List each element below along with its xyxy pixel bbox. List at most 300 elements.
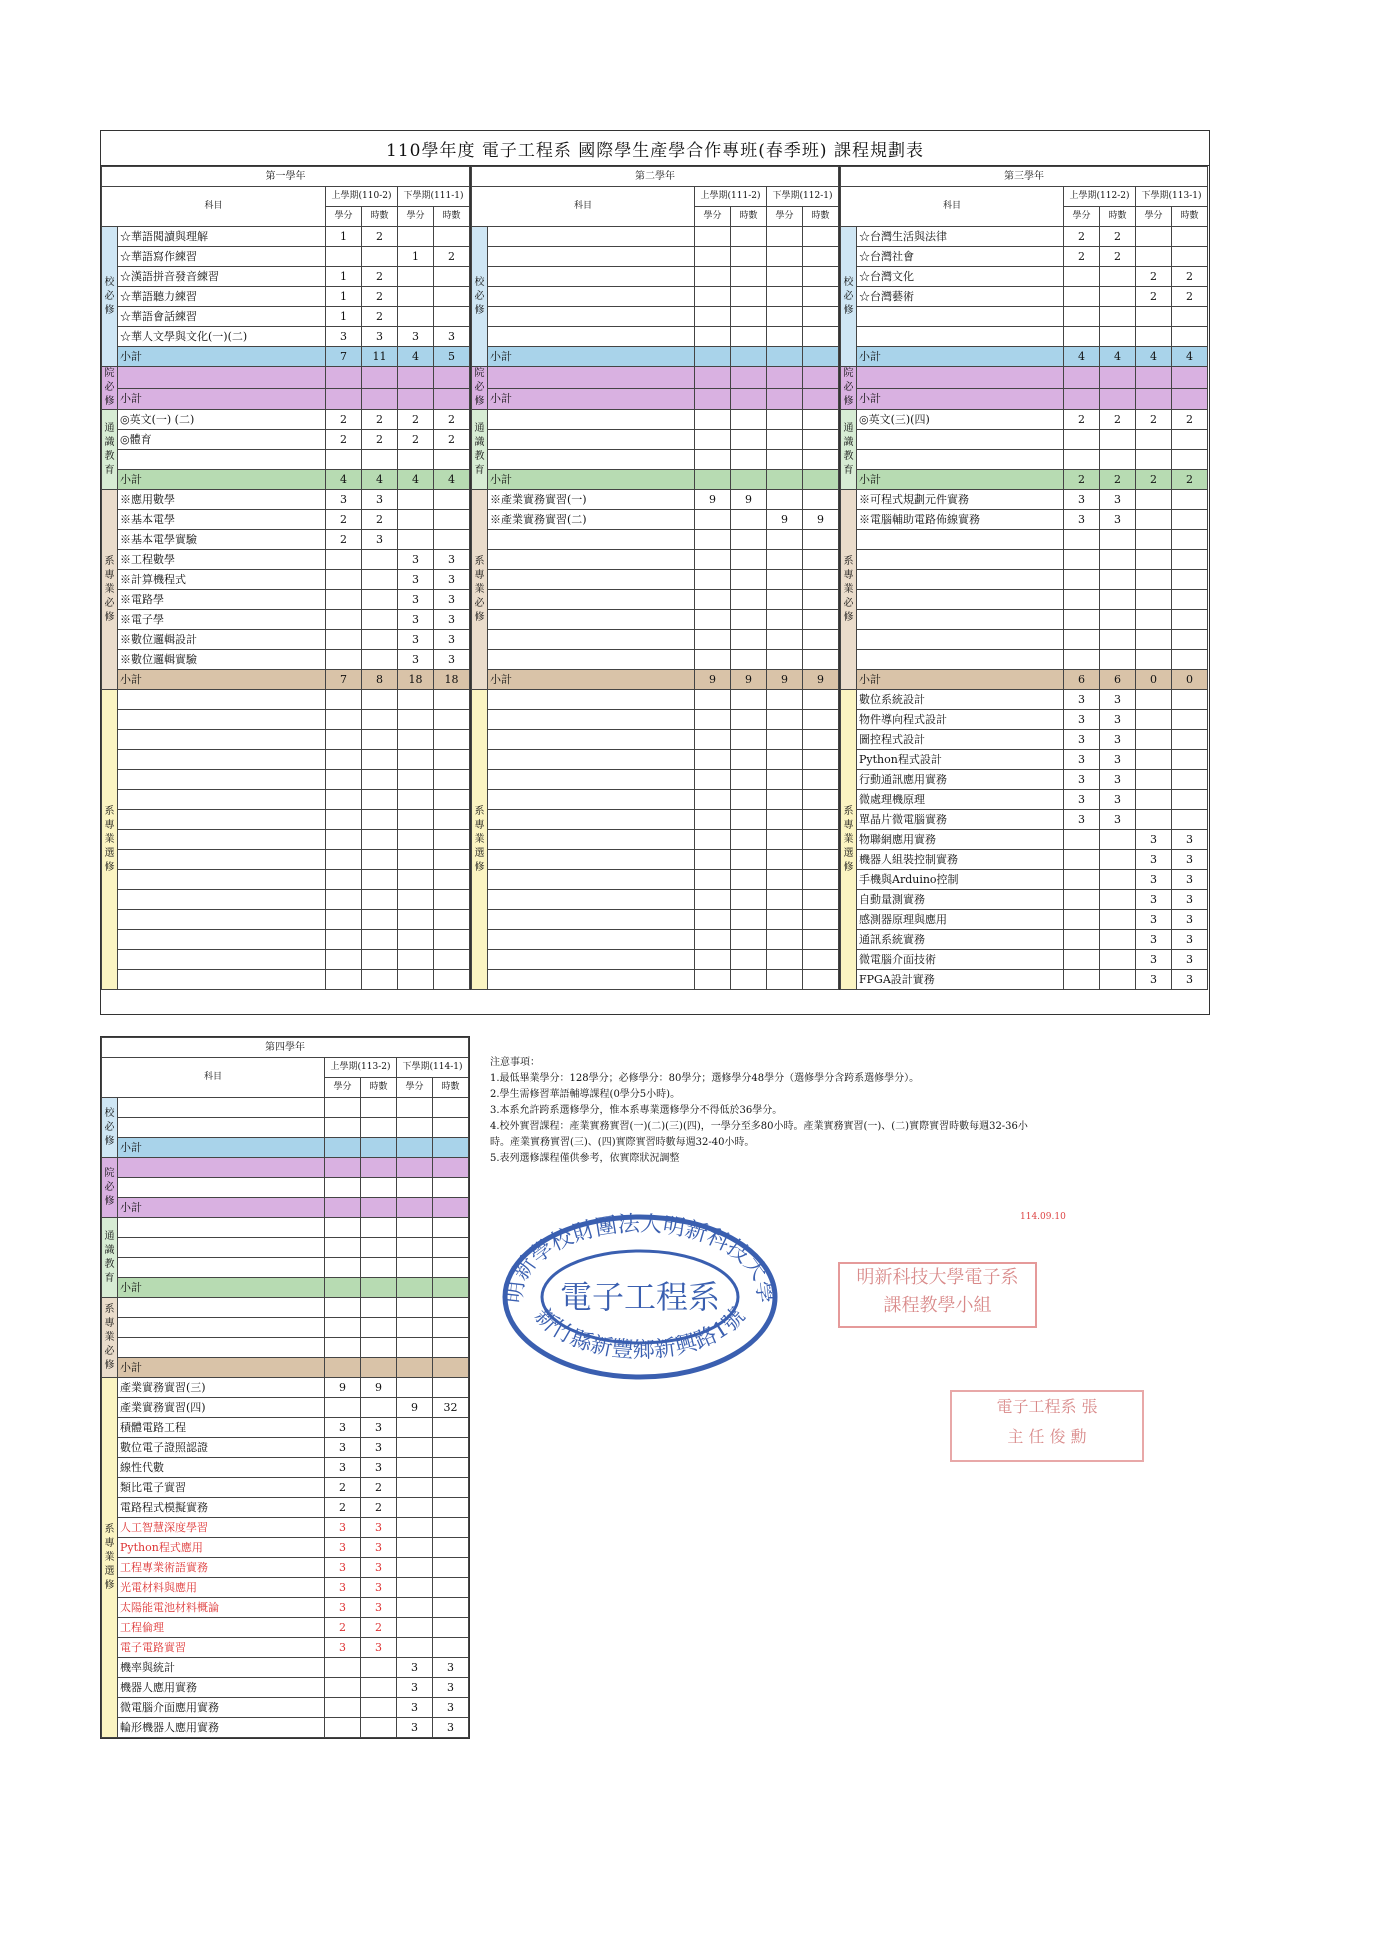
course-value — [397, 1478, 433, 1498]
category-label: 校必修 — [472, 227, 488, 367]
course-value — [361, 1698, 397, 1718]
table-row — [102, 970, 470, 990]
course-value — [433, 1318, 469, 1338]
table-row — [102, 1378, 469, 1398]
course-value — [326, 810, 362, 830]
course-value — [1064, 307, 1100, 327]
course-name: ※應用數學 — [118, 490, 326, 510]
course-value — [803, 287, 839, 307]
course-value: 3 — [434, 610, 470, 630]
course-value: 9 — [695, 490, 731, 510]
course-value — [434, 850, 470, 870]
course-value — [1100, 830, 1136, 850]
course-value — [1064, 327, 1100, 347]
table-row — [102, 1718, 469, 1738]
subtotal-label: 小計 — [857, 670, 1064, 690]
table-row — [102, 1398, 469, 1418]
subtotal-row — [841, 388, 1208, 410]
course-name: 工程倫理 — [118, 1618, 325, 1638]
table-row — [102, 910, 470, 930]
course-value — [731, 930, 767, 950]
course-value — [1172, 810, 1208, 830]
course-value — [1064, 267, 1100, 287]
table-row — [102, 1478, 469, 1498]
course-name: ※電路學 — [118, 590, 326, 610]
table-row — [102, 770, 470, 790]
course-value: 3 — [434, 630, 470, 650]
course-name — [118, 730, 326, 750]
course-value — [325, 1698, 361, 1718]
course-value — [433, 1098, 469, 1118]
course-value: 3 — [325, 1538, 361, 1558]
course-value — [767, 850, 803, 870]
course-value: 3 — [1136, 890, 1172, 910]
course-value — [362, 810, 398, 830]
course-value — [767, 790, 803, 810]
subtotal-value: 8 — [362, 670, 398, 690]
table-row — [102, 1158, 469, 1178]
course-value — [326, 770, 362, 790]
course-value — [1064, 450, 1100, 470]
subtotal-row — [472, 670, 839, 690]
course-value — [433, 1438, 469, 1458]
subtotal-value: 4 — [1136, 347, 1172, 367]
course-name: 物聯網應用實務 — [857, 830, 1064, 850]
subtotal-value — [767, 347, 803, 367]
course-name — [488, 450, 695, 470]
course-value: 2 — [362, 307, 398, 327]
subtotal-value: 9 — [695, 670, 731, 690]
course-value — [1136, 530, 1172, 550]
course-value: 2 — [398, 410, 434, 430]
course-value: 2 — [361, 1498, 397, 1518]
subtotal-row — [102, 1198, 469, 1218]
course-name: FPGA設計實務 — [857, 970, 1064, 990]
course-value: 2 — [361, 1478, 397, 1498]
course-value — [398, 850, 434, 870]
course-value — [434, 870, 470, 890]
course-value — [398, 810, 434, 830]
course-value: 3 — [325, 1558, 361, 1578]
course-value — [1136, 630, 1172, 650]
course-value: 3 — [397, 1678, 433, 1698]
course-value — [362, 850, 398, 870]
course-value — [731, 287, 767, 307]
course-value: 3 — [361, 1418, 397, 1438]
course-name: ☆台灣社會 — [857, 247, 1064, 267]
course-value: 2 — [398, 430, 434, 450]
course-value — [1064, 870, 1100, 890]
course-value — [1136, 450, 1172, 470]
subtotal-row — [102, 470, 470, 490]
category-label: 系專業必修 — [841, 490, 857, 690]
table-row — [841, 510, 1208, 530]
course-name — [118, 690, 326, 710]
course-value — [695, 267, 731, 287]
course-value — [1172, 430, 1208, 450]
course-value — [434, 930, 470, 950]
course-value — [1064, 287, 1100, 307]
course-name — [118, 870, 326, 890]
course-value — [326, 750, 362, 770]
table-row — [102, 1178, 469, 1198]
subtotal-value — [397, 1278, 433, 1298]
course-name: ☆華語寫作練習 — [118, 247, 326, 267]
subtotal-value: 4 — [398, 470, 434, 490]
subtotal-value — [326, 388, 362, 410]
course-value — [1136, 367, 1172, 389]
course-value — [433, 1518, 469, 1538]
table-row — [102, 930, 470, 950]
course-value — [1064, 850, 1100, 870]
course-value — [1064, 890, 1100, 910]
course-value — [326, 970, 362, 990]
course-name — [488, 930, 695, 950]
table-row — [102, 750, 470, 770]
course-value — [803, 850, 839, 870]
course-value — [362, 247, 398, 267]
table-row — [102, 790, 470, 810]
table-row — [102, 1458, 469, 1478]
subtotal-value: 4 — [1172, 347, 1208, 367]
course-value — [325, 1258, 361, 1278]
course-value — [398, 950, 434, 970]
category-label: 系專業選修 — [472, 690, 488, 990]
course-name — [118, 1178, 325, 1198]
subtotal-value — [361, 1198, 397, 1218]
course-value — [326, 730, 362, 750]
subtotal-label: 小計 — [118, 470, 326, 490]
course-name — [118, 710, 326, 730]
course-value: 3 — [325, 1518, 361, 1538]
course-value — [767, 650, 803, 670]
course-name: 通訊系統實務 — [857, 930, 1064, 950]
course-value — [731, 530, 767, 550]
course-value: 2 — [1136, 287, 1172, 307]
course-value — [434, 830, 470, 850]
course-value: 2 — [362, 267, 398, 287]
table-row — [841, 450, 1208, 470]
course-name: ※工程數學 — [118, 550, 326, 570]
course-value — [767, 870, 803, 890]
course-value — [325, 1398, 361, 1418]
course-value: 3 — [1172, 870, 1208, 890]
table-row — [472, 730, 839, 750]
subtotal-value — [325, 1278, 361, 1298]
course-name — [118, 950, 326, 970]
course-value — [397, 1298, 433, 1318]
course-value — [695, 307, 731, 327]
table-row — [102, 730, 470, 750]
subtotal-value — [397, 1198, 433, 1218]
subtotal-value — [433, 1198, 469, 1218]
course-name — [857, 590, 1064, 610]
course-name: 物件導向程式設計 — [857, 710, 1064, 730]
course-value: 3 — [361, 1438, 397, 1458]
course-value — [326, 630, 362, 650]
course-value — [803, 227, 839, 247]
subtotal-value: 7 — [326, 347, 362, 367]
course-value — [1136, 430, 1172, 450]
course-value: 3 — [1064, 730, 1100, 750]
subtotal-value — [397, 1138, 433, 1158]
table-row — [102, 307, 470, 327]
subtotal-value — [1100, 388, 1136, 410]
course-value — [1064, 650, 1100, 670]
course-name: 電子電路實習 — [118, 1638, 325, 1658]
course-value: 3 — [362, 490, 398, 510]
course-value: 3 — [361, 1558, 397, 1578]
course-value: 3 — [398, 610, 434, 630]
course-name: 光電材料與應用 — [118, 1578, 325, 1598]
semester2-header: 下學期(113-1) — [1136, 187, 1208, 207]
course-value: 2 — [325, 1618, 361, 1638]
course-value — [1100, 870, 1136, 890]
course-value — [434, 227, 470, 247]
course-value — [695, 530, 731, 550]
subtotal-value: 4 — [1100, 347, 1136, 367]
course-value — [362, 790, 398, 810]
course-value — [362, 367, 398, 389]
course-value: 3 — [362, 327, 398, 347]
course-value — [1064, 570, 1100, 590]
course-name — [857, 307, 1064, 327]
course-value — [361, 1318, 397, 1338]
course-value — [325, 1218, 361, 1238]
table-row — [841, 550, 1208, 570]
course-value — [1064, 830, 1100, 850]
course-name: 線性代數 — [118, 1458, 325, 1478]
table-row — [102, 570, 470, 590]
year3-table — [839, 166, 1208, 990]
table-row — [841, 610, 1208, 630]
course-value — [1100, 650, 1136, 670]
course-value: 3 — [361, 1538, 397, 1558]
course-value — [434, 750, 470, 770]
table-row — [102, 610, 470, 630]
course-value — [362, 830, 398, 850]
course-value — [803, 590, 839, 610]
course-value — [695, 950, 731, 970]
table-row — [102, 710, 470, 730]
course-value — [433, 1578, 469, 1598]
course-value — [803, 410, 839, 430]
course-value — [803, 770, 839, 790]
course-value: 3 — [362, 530, 398, 550]
course-name: ☆台灣藝術 — [857, 287, 1064, 307]
course-value — [1172, 730, 1208, 750]
table-row — [102, 327, 470, 347]
note-line: 3.本系允許跨系選修學分，惟本系專業選修學分不得低於36學分。 — [490, 1105, 783, 1116]
course-name — [857, 367, 1064, 389]
course-value — [397, 1438, 433, 1458]
course-name — [488, 730, 695, 750]
course-value — [362, 950, 398, 970]
table-row — [841, 950, 1208, 970]
course-name: ※產業實務實習(一) — [488, 490, 695, 510]
subtotal-value — [1064, 388, 1100, 410]
course-value — [1064, 430, 1100, 450]
course-value — [1100, 950, 1136, 970]
course-value: 3 — [397, 1718, 433, 1738]
subtotal-label: 小計 — [118, 1138, 325, 1158]
course-value: 3 — [1172, 830, 1208, 850]
table-row — [841, 690, 1208, 710]
course-name — [118, 1318, 325, 1338]
course-value — [695, 227, 731, 247]
course-value: 3 — [326, 327, 362, 347]
table-row — [102, 810, 470, 830]
course-value — [1136, 247, 1172, 267]
subtotal-row — [102, 1358, 469, 1378]
course-value: 3 — [1100, 690, 1136, 710]
course-value — [398, 710, 434, 730]
semester2-header: 下學期(114-1) — [397, 1058, 469, 1078]
subtotal-value: 2 — [1064, 470, 1100, 490]
table-row — [472, 550, 839, 570]
course-value — [361, 1718, 397, 1738]
course-name — [488, 750, 695, 770]
semester1-header: 上學期(111-2) — [695, 187, 767, 207]
table-row — [102, 247, 470, 267]
course-value: 3 — [1172, 970, 1208, 990]
course-name: ☆華語聽力練習 — [118, 287, 326, 307]
course-value — [803, 950, 839, 970]
table-row — [472, 950, 839, 970]
course-name: ※電子學 — [118, 610, 326, 630]
course-value — [397, 1258, 433, 1278]
course-value — [767, 267, 803, 287]
course-value — [325, 1658, 361, 1678]
course-value — [397, 1458, 433, 1478]
course-value — [362, 550, 398, 570]
course-name — [488, 810, 695, 830]
course-value — [1136, 590, 1172, 610]
course-value — [433, 1258, 469, 1278]
course-value: 2 — [1172, 267, 1208, 287]
course-name — [118, 367, 326, 389]
course-value: 2 — [361, 1618, 397, 1638]
course-value — [1064, 550, 1100, 570]
subtotal-value: 4 — [326, 470, 362, 490]
course-value — [767, 630, 803, 650]
course-value — [397, 1338, 433, 1358]
course-value — [1064, 590, 1100, 610]
course-name: ☆華語會話練習 — [118, 307, 326, 327]
course-value: 2 — [1172, 287, 1208, 307]
course-value: 2 — [326, 510, 362, 530]
course-name: 機率與統計 — [118, 1658, 325, 1678]
table-row — [102, 1318, 469, 1338]
subtotal-value — [433, 1138, 469, 1158]
course-value — [398, 227, 434, 247]
course-value: 3 — [433, 1718, 469, 1738]
course-value — [1172, 490, 1208, 510]
table-row — [472, 690, 839, 710]
course-value — [767, 610, 803, 630]
category-label: 通識教育 — [102, 1218, 118, 1298]
course-name — [488, 570, 695, 590]
course-value — [398, 510, 434, 530]
course-name: ※基本電學實驗 — [118, 530, 326, 550]
course-value — [397, 1238, 433, 1258]
course-value — [803, 247, 839, 267]
course-name: 圖控程式設計 — [857, 730, 1064, 750]
course-value — [1136, 790, 1172, 810]
course-value — [803, 810, 839, 830]
course-value — [803, 710, 839, 730]
course-value — [1064, 910, 1100, 930]
note-line: 5.表列選修課程僅供參考，依實際狀況調整 — [490, 1153, 680, 1164]
course-value: 3 — [1172, 850, 1208, 870]
table-row — [841, 770, 1208, 790]
course-name: 數位系統設計 — [857, 690, 1064, 710]
subtotal-value — [434, 388, 470, 410]
subtotal-value: 4 — [1064, 347, 1100, 367]
course-value — [361, 1398, 397, 1418]
note-line: 4.校外實習課程：產業實務實習(一)(二)(三)(四)，一學分至多80小時。產業實務實習(一)、(二)實際實習時數每週32-36小 — [490, 1121, 1028, 1132]
course-value — [326, 950, 362, 970]
table-row — [102, 1618, 469, 1638]
table-row — [472, 410, 839, 430]
course-value — [695, 870, 731, 890]
course-value: 3 — [1136, 950, 1172, 970]
course-name — [118, 750, 326, 770]
course-value — [731, 227, 767, 247]
course-value — [803, 367, 839, 389]
course-value — [767, 490, 803, 510]
course-value: 3 — [398, 590, 434, 610]
subtotal-value — [325, 1198, 361, 1218]
subtotal-row — [102, 1278, 469, 1298]
course-name: 感測器原理與應用 — [857, 910, 1064, 930]
subtotal-label: 小計 — [118, 347, 326, 367]
table-row — [102, 1658, 469, 1678]
course-value — [397, 1318, 433, 1338]
course-value — [397, 1498, 433, 1518]
course-value — [1172, 450, 1208, 470]
course-value: 2 — [362, 510, 398, 530]
course-name: 電路程式模擬實務 — [118, 1498, 325, 1518]
course-value — [731, 410, 767, 430]
subtotal-value — [803, 347, 839, 367]
table-row — [102, 650, 470, 670]
course-name: 產業實務實習(四) — [118, 1398, 325, 1418]
course-value — [325, 1118, 361, 1138]
subtotal-row — [472, 388, 839, 410]
table-row — [102, 287, 470, 307]
course-value: 2 — [326, 530, 362, 550]
course-name — [488, 630, 695, 650]
course-name — [857, 327, 1064, 347]
course-value: 2 — [434, 410, 470, 430]
subject-header: 科目 — [472, 187, 695, 227]
table-row — [841, 830, 1208, 850]
credit-header: 學分 — [1064, 207, 1100, 227]
course-value: 3 — [325, 1438, 361, 1458]
subtotal-label: 小計 — [488, 670, 695, 690]
course-value — [803, 790, 839, 810]
course-value: 2 — [362, 430, 398, 450]
course-value — [361, 1098, 397, 1118]
table-row — [841, 650, 1208, 670]
course-value — [695, 770, 731, 790]
course-name — [118, 790, 326, 810]
course-value: 3 — [1100, 750, 1136, 770]
course-value — [695, 550, 731, 570]
course-name — [118, 1158, 325, 1178]
subtotal-value — [325, 1358, 361, 1378]
